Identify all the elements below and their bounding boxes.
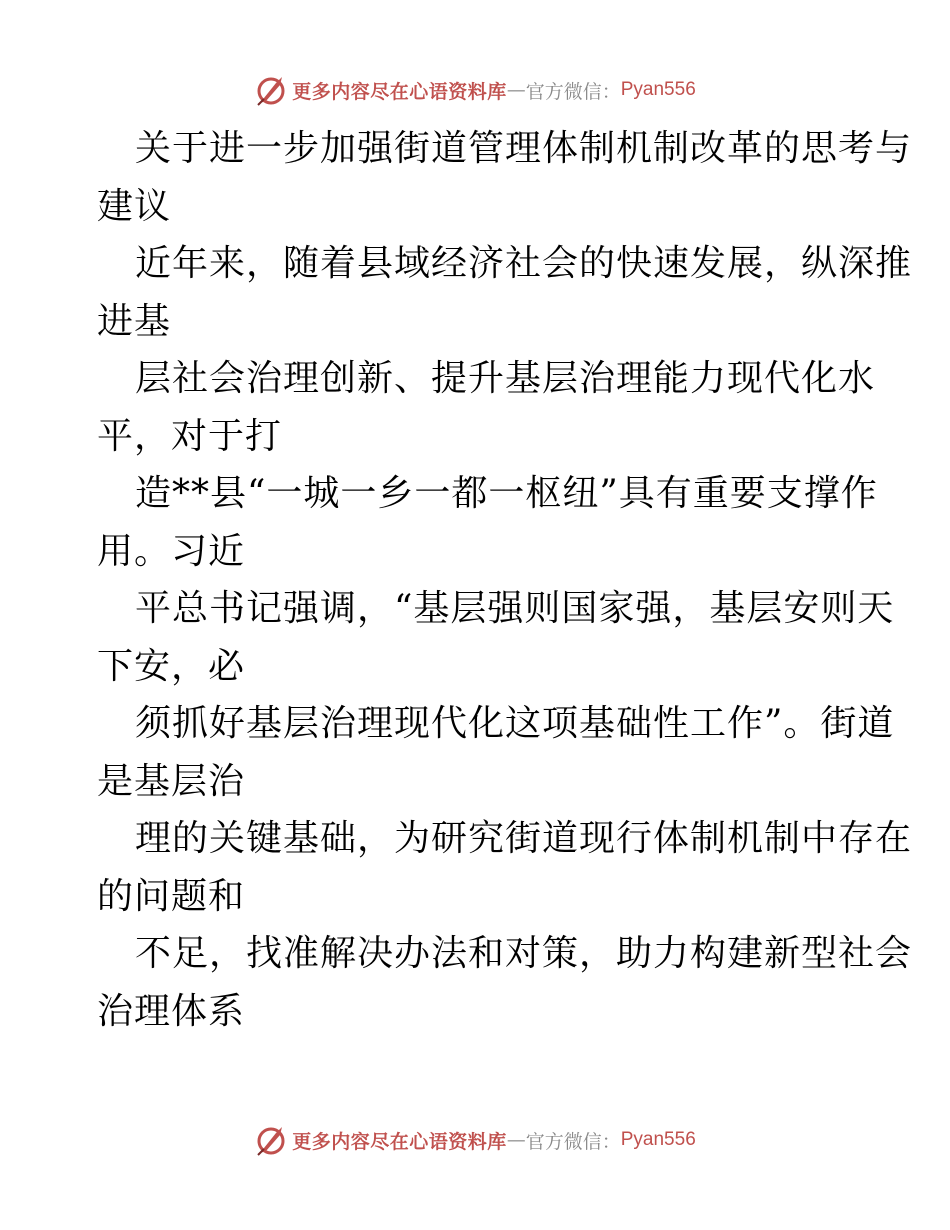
article-text-line: 的问题和: [97, 875, 246, 917]
article-text-line: 是基层治: [97, 760, 246, 802]
article-body: [97, 120, 913, 1040]
article-text-line: 近年来，随着县域经济社会的快速发展，纵深推: [135, 243, 913, 284]
banner-wechat-label: 官方微信：: [525, 1130, 621, 1153]
banner-dash: —: [506, 79, 526, 101]
banner-wechat-label: 官方微信：: [525, 80, 621, 103]
article-text-line: 须抓好基层治理现代化这项基础性工作”。街道: [135, 703, 895, 744]
footer-banner: [0, 1120, 950, 1160]
header-banner: [0, 70, 950, 110]
article-text-line: 用。习近: [97, 530, 246, 572]
quill-pen-logo-icon: [254, 1123, 288, 1157]
article-text-line: 层社会治理创新、提升基层治理能力现代化水: [135, 358, 876, 399]
article-text-line: 不足，找准解决办法和对策，助力构建新型社会: [135, 933, 913, 974]
article-title-line-2: 建议: [97, 185, 172, 227]
article-text-line: 治理体系: [97, 990, 246, 1032]
article-text-line: 造**县“一城一乡一都一枢纽”具有重要支撑作: [135, 473, 878, 514]
banner-slogan: 更多内容尽在心语资料库: [292, 1130, 507, 1153]
quill-pen-logo-icon: [254, 73, 288, 107]
banner-slogan: 更多内容尽在心语资料库: [292, 80, 507, 103]
article-text-line: 平，对于打: [97, 415, 283, 457]
article-text-line: 进基: [97, 300, 172, 342]
banner-dash: —: [506, 1129, 526, 1151]
banner-wechat-id: Pyan556: [620, 1129, 696, 1150]
article-text-line: 理的关键基础，为研究街道现行体制机制中存在: [135, 818, 913, 859]
article-text-line: 平总书记强调，“基层强则国家强，基层安则天: [135, 588, 895, 629]
article-title-line-1: 关于进一步加强街道管理体制机制改革的思考与: [135, 128, 913, 169]
banner-wechat-id: Pyan556: [620, 79, 696, 100]
article-text-line: 下安，必: [97, 645, 246, 687]
